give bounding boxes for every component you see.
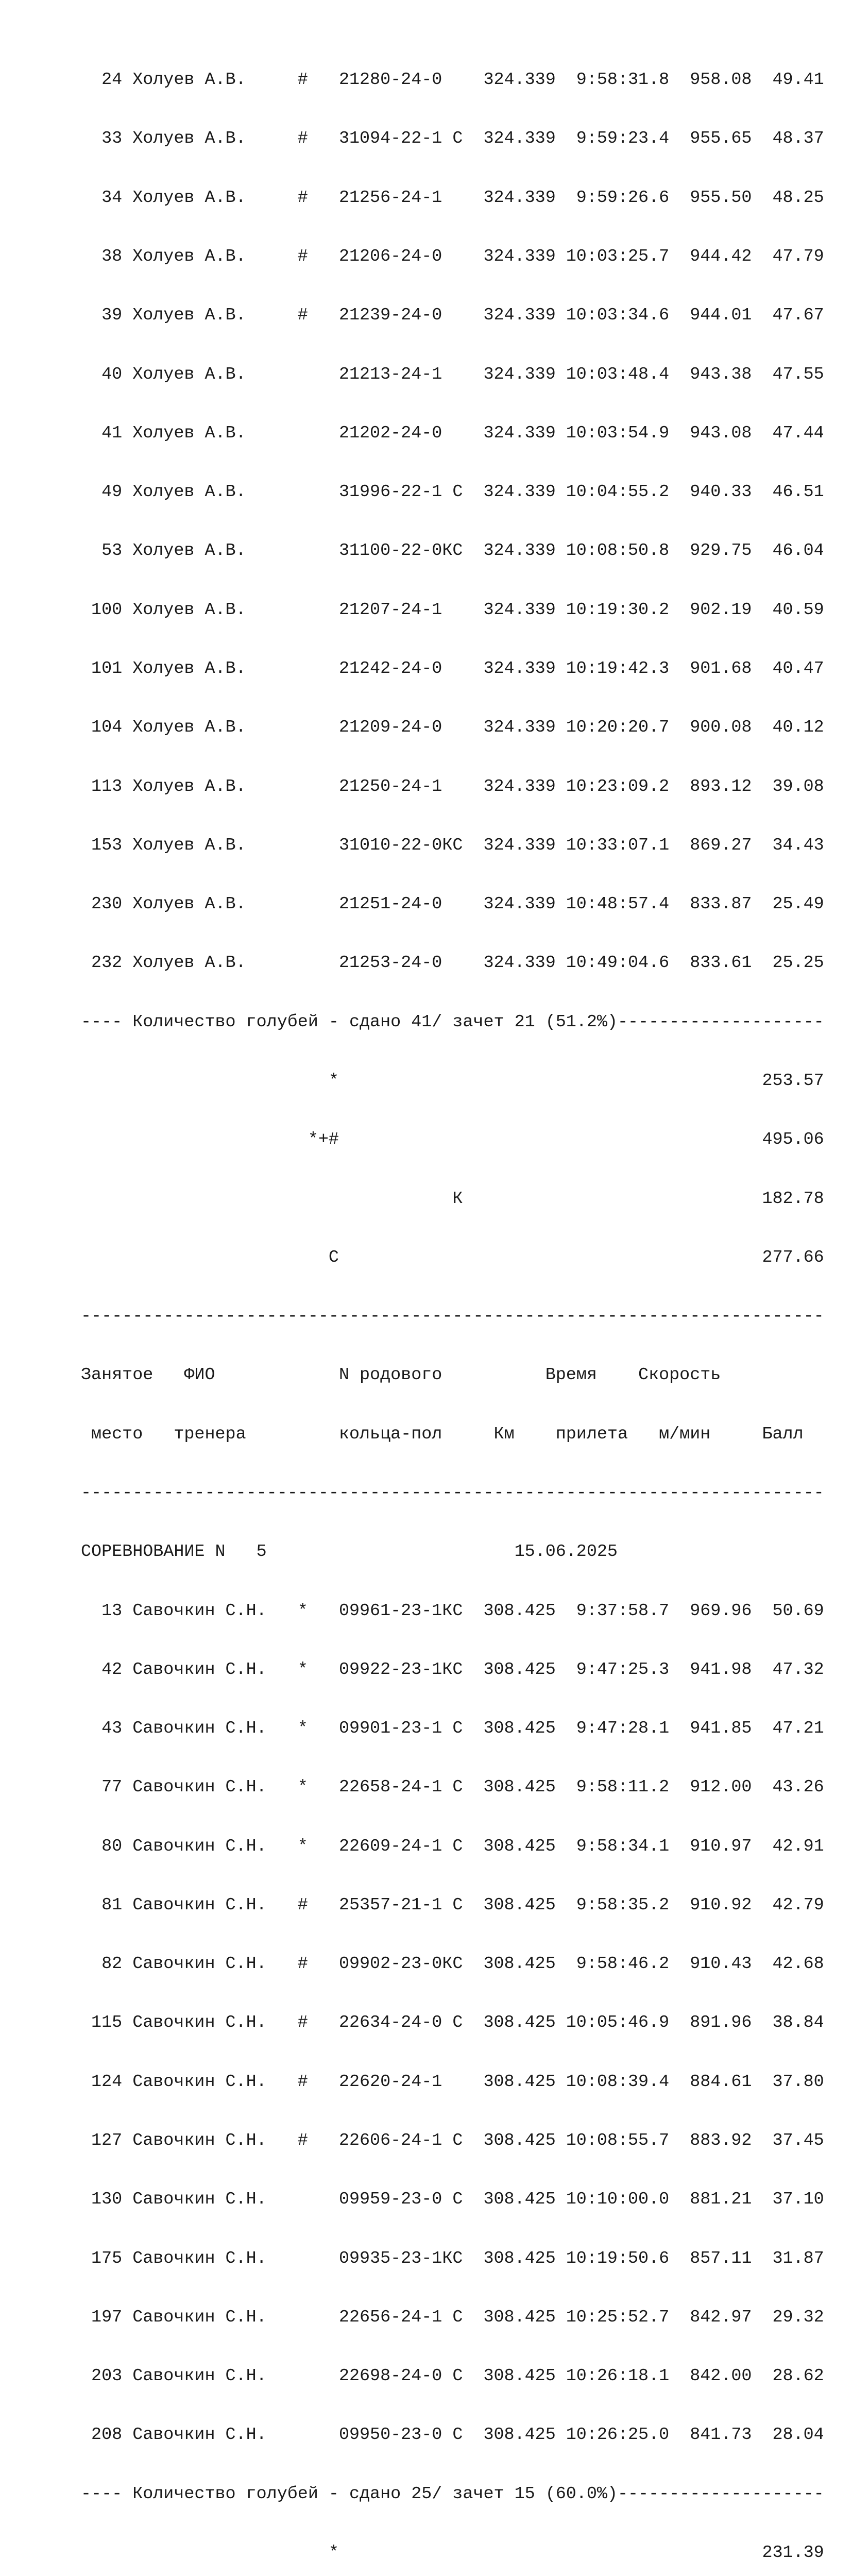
result-row: 175 Савочкин С.Н. 09935-23-1КС 308.425 10:19:50.6 857.11 31.87 (81, 2248, 824, 2268)
result-row: 81 Савочкин С.Н. # 25357-21-1 С 308.425 9:58:35.2 910.92 42.79 (81, 1895, 824, 1915)
competition-header: СОРЕВНОВАНИЕ N 5 15.06.2025 (81, 1542, 618, 1562)
divider-line: ------------------------------------------------------------------------ (81, 1307, 824, 1327)
divider-line: ------------------------------------------------------------------------ (81, 1483, 824, 1503)
result-row: 33 Холуев А.В. # 31094-22-1 С 324.339 9:59:23.4 955.65 48.37 (81, 129, 824, 149)
result-row: 230 Холуев А.В. 21251-24-0 324.339 10:48:57.4 833.87 25.49 (81, 894, 824, 914)
result-row: 77 Савочкин С.Н. * 22658-24-1 С 308.425 9:58:11.2 912.00 43.26 (81, 1777, 824, 1798)
result-row: 53 Холуев А.В. 31100-22-0КС 324.339 10:08:50.8 929.75 46.04 (81, 541, 824, 561)
subtotal-line: С 277.66 (81, 1247, 824, 1267)
subtotal-line: К 182.78 (81, 1189, 824, 1209)
result-row: 39 Холуев А.В. # 21239-24-0 324.339 10:03:34.6 944.01 47.67 (81, 306, 824, 326)
result-row: 82 Савочкин С.Н. # 09902-23-0КС 308.425 9:58:46.2 910.43 42.68 (81, 1954, 824, 1974)
result-row: 40 Холуев А.В. 21213-24-1 324.339 10:03:48.4 943.38 47.55 (81, 364, 824, 384)
subtotal-line: * 231.39 (81, 2543, 824, 2563)
result-row: 80 Савочкин С.Н. * 22609-24-1 С 308.425 9:58:34.1 910.97 42.91 (81, 1836, 824, 1856)
result-row: 13 Савочкин С.Н. * 09961-23-1КС 308.425 9:37:58.7 969.96 50.69 (81, 1601, 824, 1621)
result-row: 115 Савочкин С.Н. # 22634-24-0 С 308.425 10:05:46.9 891.96 38.84 (81, 2013, 824, 2033)
result-row: 104 Холуев А.В. 21209-24-0 324.339 10:20:20.7 900.08 40.12 (81, 718, 824, 738)
result-row: 42 Савочкин С.Н. * 09922-23-1КС 308.425 9:47:25.3 941.98 47.32 (81, 1659, 824, 1680)
printed-results-listing (81, 31, 824, 2576)
pigeon-count-summary: ---- Количество голубей - сдано 25/ зачет 15 (60.0%)-------------------- (81, 2484, 824, 2504)
result-row: 208 Савочкин С.Н. 09950-23-0 С 308.425 10:26:25.0 841.73 28.04 (81, 2425, 824, 2445)
subtotal-line: *+# 495.06 (81, 1130, 824, 1150)
pigeon-count-summary: ---- Количество голубей - сдано 41/ зачет 21 (51.2%)-------------------- (81, 1012, 824, 1032)
result-row: 41 Холуев А.В. 21202-24-0 324.339 10:03:54.9 943.08 47.44 (81, 423, 824, 443)
column-header-line-1: Занятое ФИО N родового Время Скорость (81, 1365, 721, 1385)
result-row: 130 Савочкин С.Н. 09959-23-0 С 308.425 10:10:00.0 881.21 37.10 (81, 2190, 824, 2210)
result-row: 113 Холуев А.В. 21250-24-1 324.339 10:23:09.2 893.12 39.08 (81, 776, 824, 796)
result-row: 34 Холуев А.В. # 21256-24-1 324.339 9:59:26.6 955.50 48.25 (81, 188, 824, 208)
result-row: 100 Холуев А.В. 21207-24-1 324.339 10:19:30.2 902.19 40.59 (81, 600, 824, 620)
column-header-line-2: место тренера кольца-пол Км прилета м/мин Балл (81, 1424, 804, 1444)
result-row: 153 Холуев А.В. 31010-22-0КС 324.339 10:33:07.1 869.27 34.43 (81, 835, 824, 855)
result-row: 232 Холуев А.В. 21253-24-0 324.339 10:49:04.6 833.61 25.25 (81, 953, 824, 973)
result-row: 203 Савочкин С.Н. 22698-24-0 С 308.425 10:26:18.1 842.00 28.62 (81, 2366, 824, 2386)
subtotal-line: * 253.57 (81, 1071, 824, 1091)
result-row: 197 Савочкин С.Н. 22656-24-1 С 308.425 10:25:52.7 842.97 29.32 (81, 2307, 824, 2327)
result-row: 127 Савочкин С.Н. # 22606-24-1 С 308.425 10:08:55.7 883.92 37.45 (81, 2131, 824, 2151)
result-row: 101 Холуев А.В. 21242-24-0 324.339 10:19:42.3 901.68 40.47 (81, 659, 824, 679)
result-row: 49 Холуев А.В. 31996-22-1 С 324.339 10:04:55.2 940.33 46.51 (81, 482, 824, 502)
result-row: 38 Холуев А.В. # 21206-24-0 324.339 10:03:25.7 944.42 47.79 (81, 247, 824, 267)
result-row: 124 Савочкин С.Н. # 22620-24-1 308.425 10:08:39.4 884.61 37.80 (81, 2072, 824, 2092)
result-row: 24 Холуев А.В. # 21280-24-0 324.339 9:58:31.8 958.08 49.41 (81, 70, 824, 90)
result-row: 43 Савочкин С.Н. * 09901-23-1 С 308.425 9:47:28.1 941.85 47.21 (81, 1719, 824, 1739)
